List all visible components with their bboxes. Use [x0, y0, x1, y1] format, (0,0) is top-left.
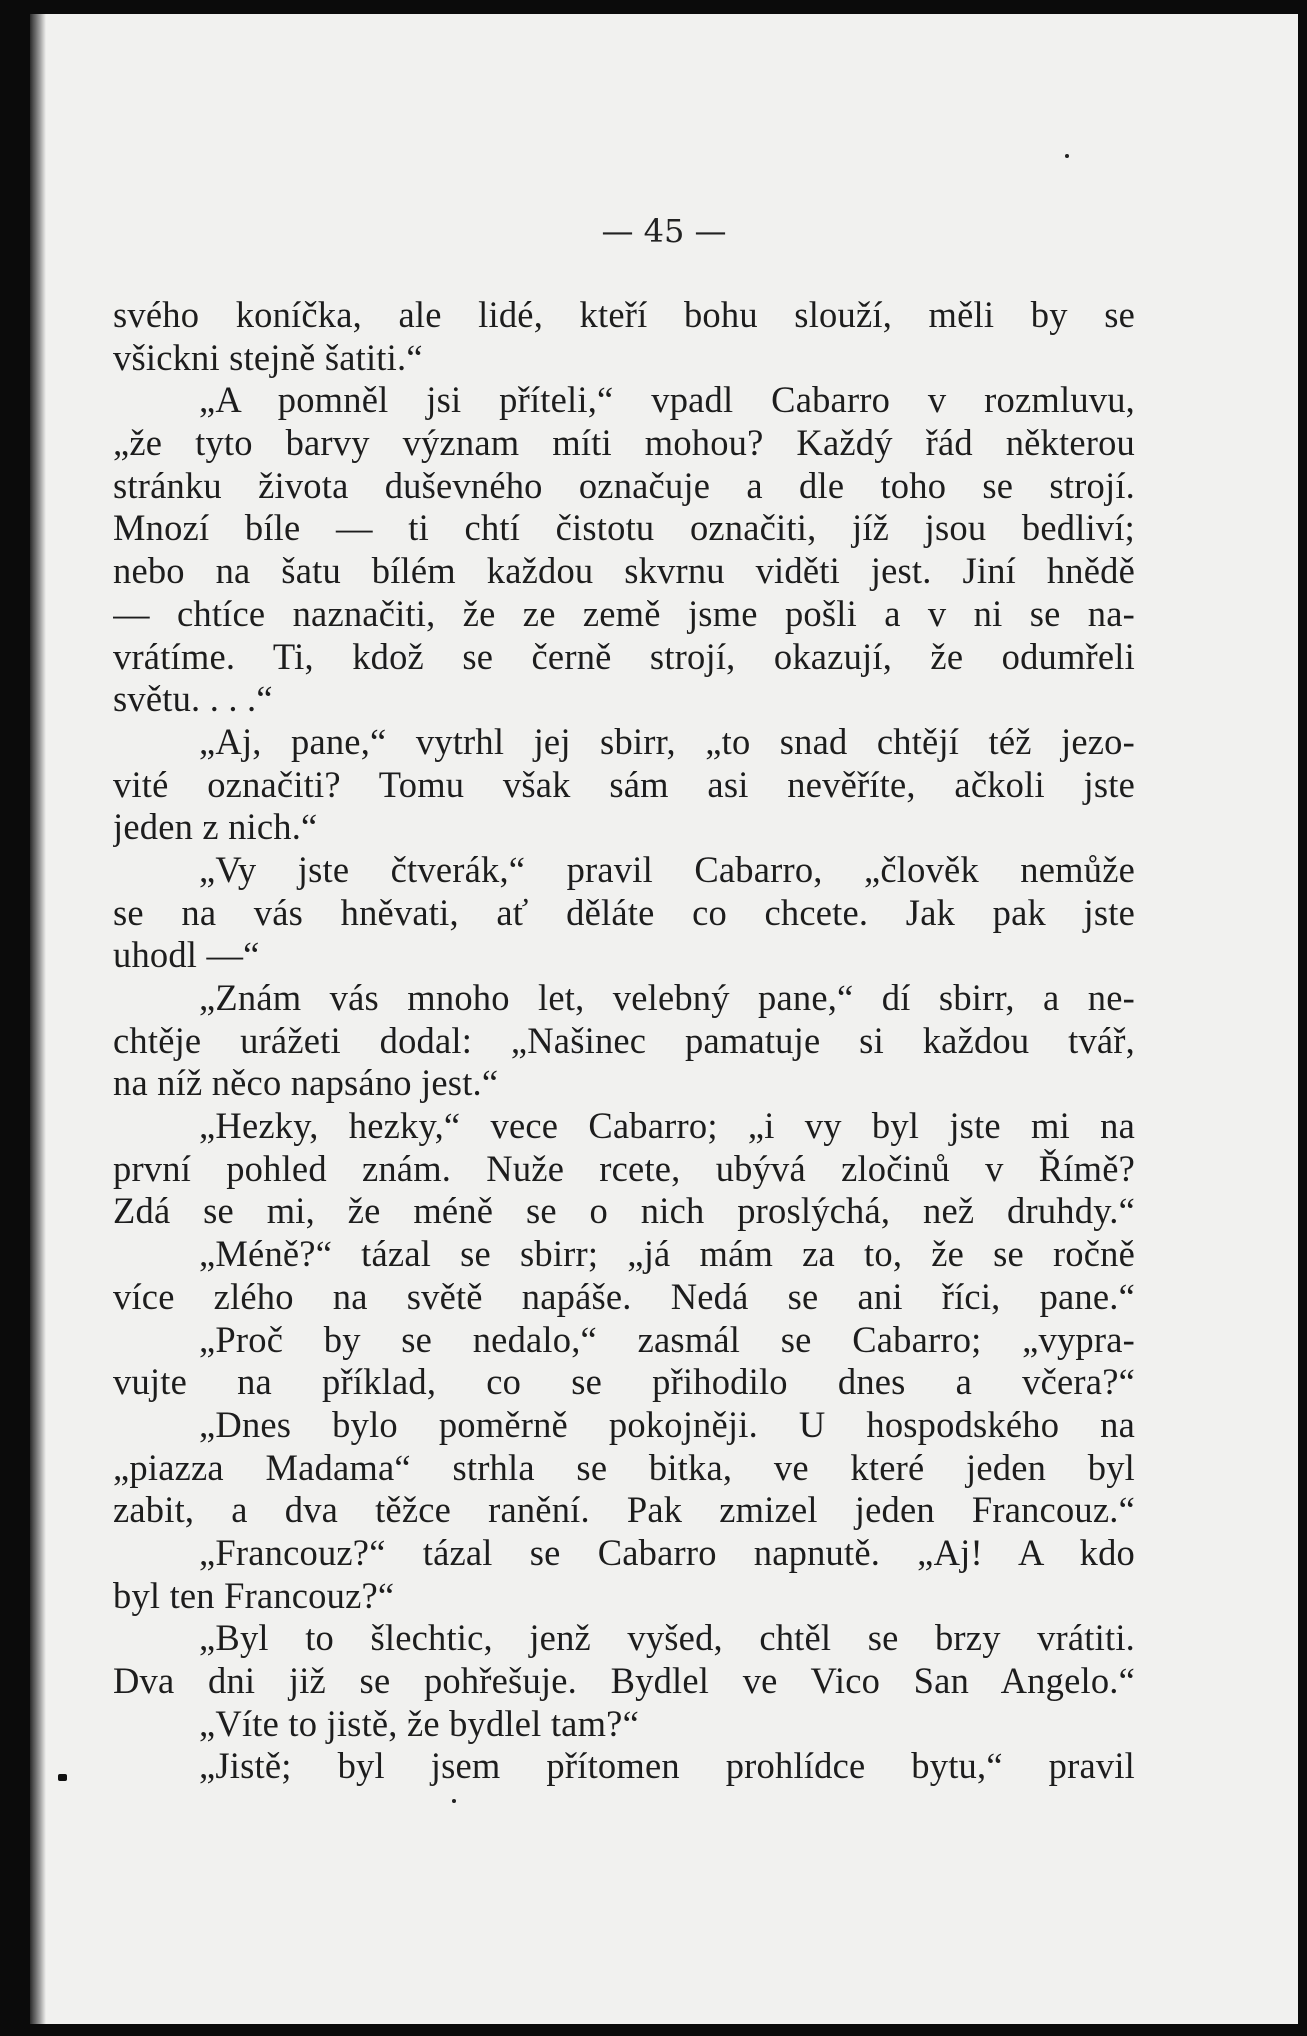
text-line: stránku života duševného označuje a dle toho se strojí.	[113, 464, 1135, 506]
text-line: zabit, a dva těžce ranění. Pak zmizel jeden Francouz.“	[113, 1489, 1135, 1531]
text-line: „Jistě; byl jsem přítomen prohlídce bytu,“ pravil	[199, 1745, 1135, 1787]
text-line: vujte na příklad, co se přihodilo dnes a včera?“	[113, 1361, 1135, 1403]
text-line: „Proč by se nedalo,“ zasmál se Cabarro; „vypra-	[199, 1318, 1135, 1360]
body-text	[113, 294, 1135, 1788]
margin-mark	[58, 1774, 67, 1781]
text-line: — chtíce naznačiti, že ze země jsme pošli a v ni se na-	[113, 592, 1135, 634]
text-line: svého koníčka, ale lidé, kteří bohu slouží, měli by se	[113, 294, 1135, 335]
text-line: vité označiti? Tomu však sám asi nevěříte, ačkoli jste	[113, 763, 1135, 805]
text-line: chtěje urážeti dodal: „Našinec pamatuje si každou tvář,	[113, 1019, 1135, 1061]
text-line: uhodl —“	[113, 934, 260, 976]
book-page	[30, 14, 1298, 2024]
text-line: byl ten Francouz?“	[113, 1574, 395, 1616]
paper-speck	[1065, 154, 1069, 158]
text-line: na níž něco napsáno jest.“	[113, 1062, 499, 1104]
text-line: „Hezky, hezky,“ vece Cabarro; „i vy byl jste mi na	[199, 1105, 1135, 1147]
text-line: „Víte to jistě, že bydlel tam?“	[199, 1702, 639, 1744]
paper-speck	[452, 1799, 456, 1803]
text-line: se na vás hněvati, ať děláte co chcete. Jak pak jste	[113, 891, 1135, 933]
text-line: nebo na šatu bílém každou skvrnu viděti jest. Jiní hnědě	[113, 550, 1135, 592]
text-line: všickni stejně šatiti.“	[113, 336, 423, 378]
text-line: jeden z nich.“	[113, 806, 318, 848]
text-line: první pohled znám. Nuže rcete, ubývá zločinů v Římě?	[113, 1147, 1135, 1189]
text-line: „Vy jste čtverák,“ pravil Cabarro, „člověk nemůže	[199, 848, 1135, 890]
text-line: Mnozí bíle — ti chtí čistotu označiti, jíž jsou bedliví;	[113, 507, 1135, 549]
text-line: „Méně?“ tázal se sbirr; „já mám za to, že se ročně	[199, 1233, 1135, 1275]
text-line: „Dnes bylo poměrně pokojněji. U hospodského na	[199, 1403, 1135, 1445]
text-line: světu. . . .“	[113, 678, 273, 720]
page-number: — 45 —	[601, 212, 727, 250]
text-line: vrátíme. Ti, kdož se černě strojí, okazují, že odumřeli	[113, 635, 1135, 677]
text-line: „Aj, pane,“ vytrhl jej sbirr, „to snad chtějí též jezo-	[199, 720, 1135, 762]
text-line: Zdá se mi, že méně se o nich proslýchá, než druhdy.“	[113, 1190, 1135, 1232]
text-line: „Francouz?“ tázal se Cabarro napnutě. „Aj! A kdo	[199, 1531, 1135, 1573]
text-line: Dva dni již se pohřešuje. Bydlel ve Vico San Angelo.“	[113, 1660, 1135, 1701]
text-line: „piazza Madama“ strhla se bitka, ve které jeden byl	[113, 1446, 1135, 1488]
text-line: „že tyto barvy význam míti mohou? Každý řád některou	[113, 422, 1135, 464]
text-line: „Byl to šlechtic, jenž vyšed, chtěl se brzy vrátiti.	[199, 1617, 1135, 1659]
text-line: „A pomněl jsi příteli,“ vpadl Cabarro v rozmluvu,	[199, 379, 1135, 421]
text-line: „Znám vás mnoho let, velebný pane,“ dí sbirr, a ne-	[199, 977, 1135, 1018]
book-spine-shadow	[30, 14, 46, 2024]
text-line: více zlého na světě napáše. Nedá se ani říci, pane.“	[113, 1275, 1135, 1317]
